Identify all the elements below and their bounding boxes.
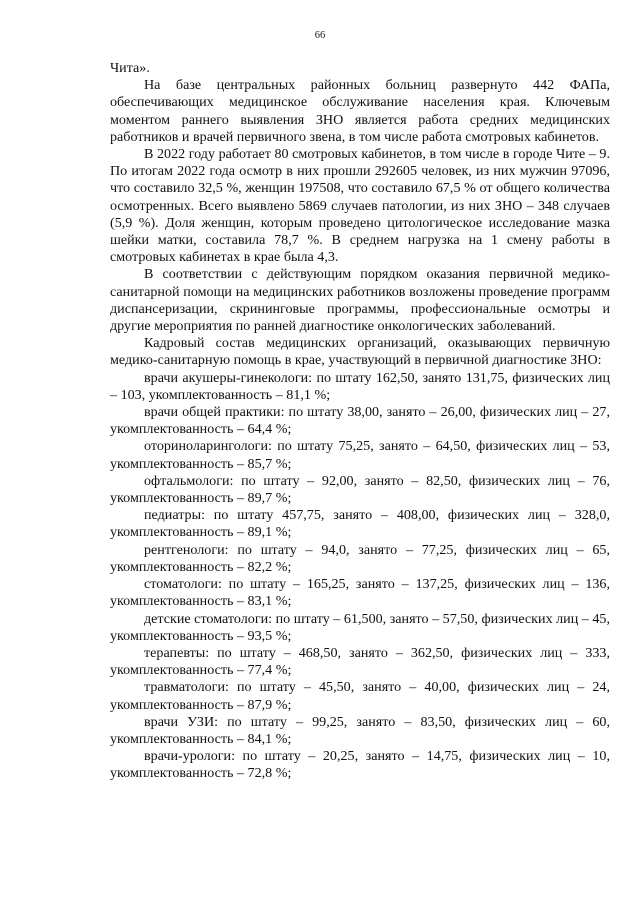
staff-item-dentistry: стоматологи: по штату – 165,25, занято – 137,25, физических лиц – 136, укомплектованность – 83,1 %;	[110, 576, 610, 610]
staff-item-pediatrics: педиатры: по штату 457,75, занято – 408,00, физических лиц – 328,0, укомплектованность – 89,1 %;	[110, 507, 610, 541]
paragraph-continuation: Чита».	[110, 60, 150, 76]
page-number: 66	[314, 30, 326, 41]
staff-item-ent: оториноларингологи: по штату 75,25, занято – 64,50, физических лиц – 53, укомплектованность – 85,7 %;	[110, 438, 610, 472]
staff-item-traumatology: травматологи: по штату – 45,50, занято – 40,00, физических лиц – 24, укомплектованность – 87,9 %;	[110, 679, 610, 713]
staff-item-ophthalmology: офтальмологи: по штату – 92,00, занято – 82,50, физических лиц – 76, укомплектованность – 89,7 %;	[110, 472, 610, 507]
staff-item-pediatric-dentistry: детские стоматологи: по штату – 61,500, занято – 57,50, физических лиц – 45, укомплектованность – 93,5 %;	[110, 610, 610, 644]
body-text	[110, 60, 610, 783]
paragraph-exam-rooms: В 2022 году работает 80 смотровых кабинетов, в том числе в городе Чите – 9. По итогам 2022 года осмотр в них прошли 292605 человек, из них мужчин 97096, что составило 32,5 %, женщин 197508, что составило 67,5 % от общего количества осмотренных. Всего выявлено 5869 случаев патологии, из них ЗНО – 348 случаев (5,9 %). Доля женщин, которым проведено цитологическое исследование мазка шейки матки, составила 78,7 %. В среднем нагрузка на 1 смену работы в смотровых кабинетах в крае была 4,3.	[110, 146, 610, 266]
staff-item-obgyn: врачи акушеры-гинекологи: по штату 162,50, занято 131,75, физических лиц – 103, укомплектованность – 81,1 %;	[110, 369, 610, 403]
staff-item-therapists: терапевты: по штату – 468,50, занято – 362,50, физических лиц – 333, укомплектованность – 77,4 %;	[110, 644, 610, 679]
paragraph-staffing-intro: Кадровый состав медицинских организаций, оказывающих первичную медико-санитарную помощь в крае, участвующий в первичной диагностике ЗНО:	[110, 335, 610, 369]
staff-item-ultrasound: врачи УЗИ: по штату – 99,25, занято – 83,50, физических лиц – 60, укомплектованность – 84,1 %;	[110, 713, 610, 747]
staff-item-radiology: рентгенологи: по штату – 94,0, занято – 77,25, физических лиц – 65, укомплектованность – 82,2 %;	[110, 541, 610, 575]
paragraph-primary-care: В соответствии с действующим порядком оказания первичной медико-санитарной помощи на медицинских работников возложены проведение программ диспансеризации, скрининговые программы, профессиональные осмотры и другие мероприятия по ранней диагностике онкологических заболеваний.	[110, 266, 610, 335]
staff-item-urology: врачи-урологи: по штату – 20,25, занято – 14,75, физических лиц – 10, укомплектованность – 72,8 %;	[110, 748, 610, 782]
staff-item-general-practice: врачи общей практики: по штату 38,00, занято – 26,00, физических лиц – 27, укомплектованность – 64,4 %;	[110, 404, 610, 438]
paragraph-fap: На базе центральных районных больниц развернуто 442 ФАПа, обеспечивающих медицинское обслуживание населения края. Ключевым моментом раннего выявления ЗНО является работа средних медицинских работников и врачей первичного звена, в том числе работа смотровых кабинетов.	[110, 77, 610, 145]
